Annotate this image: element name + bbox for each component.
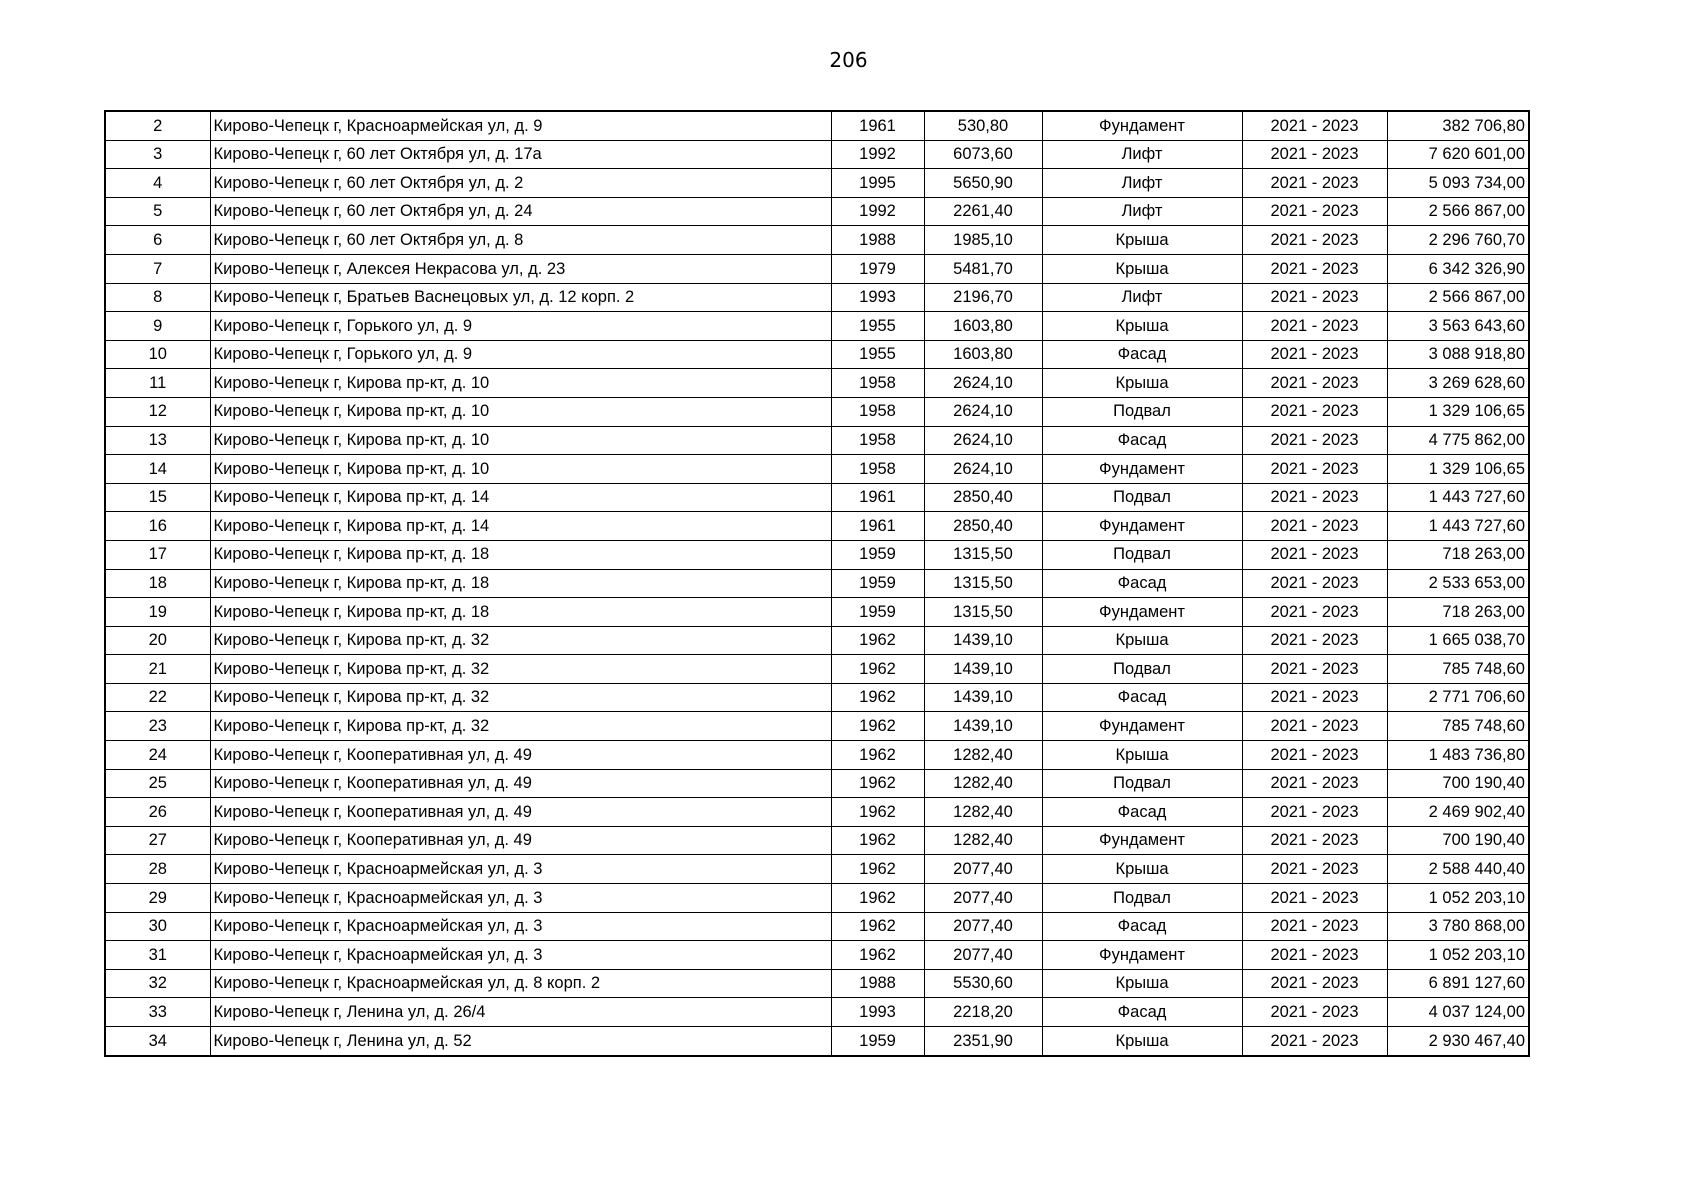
area-cell: 530,80 — [924, 111, 1042, 140]
cost-cell: 3 563 643,60 — [1387, 312, 1529, 341]
row-number-cell: 25 — [105, 769, 210, 798]
cost-cell: 3 088 918,80 — [1387, 340, 1529, 369]
table-row — [105, 140, 1529, 169]
row-number-cell: 20 — [105, 626, 210, 655]
period-cell: 2021 - 2023 — [1242, 941, 1387, 970]
cost-cell: 4 037 124,00 — [1387, 998, 1529, 1027]
address-cell: Кирово-Чепецк г, Кирова пр-кт, д. 14 — [210, 483, 831, 512]
area-cell: 1603,80 — [924, 312, 1042, 341]
row-number-cell: 19 — [105, 598, 210, 627]
address-cell: Кирово-Чепецк г, Кооперативная ул, д. 49 — [210, 798, 831, 827]
address-cell: Кирово-Чепецк г, Ленина ул, д. 52 — [210, 1027, 831, 1056]
cost-cell: 6 891 127,60 — [1387, 969, 1529, 998]
period-cell: 2021 - 2023 — [1242, 712, 1387, 741]
address-cell: Кирово-Чепецк г, Красноармейская ул, д. 9 — [210, 111, 831, 140]
address-cell: Кирово-Чепецк г, Алексея Некрасова ул, д. 23 — [210, 254, 831, 283]
table-row — [105, 426, 1529, 455]
work-type-cell: Лифт — [1042, 283, 1242, 312]
address-cell: Кирово-Чепецк г, Красноармейская ул, д. 3 — [210, 912, 831, 941]
period-cell: 2021 - 2023 — [1242, 683, 1387, 712]
work-type-cell: Подвал — [1042, 884, 1242, 913]
page-number: 206 — [829, 48, 868, 72]
row-number-cell: 26 — [105, 798, 210, 827]
cost-cell: 1 052 203,10 — [1387, 884, 1529, 913]
area-cell: 1282,40 — [924, 741, 1042, 770]
build-year-cell: 1962 — [831, 884, 924, 913]
cost-cell: 5 093 734,00 — [1387, 169, 1529, 198]
address-cell: Кирово-Чепецк г, Горького ул, д. 9 — [210, 312, 831, 341]
row-number-cell: 18 — [105, 569, 210, 598]
work-type-cell: Лифт — [1042, 169, 1242, 198]
cost-cell: 4 775 862,00 — [1387, 426, 1529, 455]
table-row — [105, 254, 1529, 283]
period-cell: 2021 - 2023 — [1242, 855, 1387, 884]
row-number-cell: 14 — [105, 455, 210, 484]
row-number-cell: 3 — [105, 140, 210, 169]
area-cell: 1315,50 — [924, 598, 1042, 627]
build-year-cell: 1958 — [831, 369, 924, 398]
period-cell: 2021 - 2023 — [1242, 397, 1387, 426]
area-cell: 2077,40 — [924, 855, 1042, 884]
cost-cell: 2 296 760,70 — [1387, 226, 1529, 255]
build-year-cell: 1962 — [831, 912, 924, 941]
area-cell: 6073,60 — [924, 140, 1042, 169]
build-year-cell: 1961 — [831, 512, 924, 541]
area-cell: 2261,40 — [924, 197, 1042, 226]
build-year-cell: 1962 — [831, 712, 924, 741]
area-cell: 1439,10 — [924, 712, 1042, 741]
build-year-cell: 1959 — [831, 598, 924, 627]
area-cell: 2850,40 — [924, 483, 1042, 512]
build-year-cell: 1962 — [831, 941, 924, 970]
table-row — [105, 1027, 1529, 1056]
work-type-cell: Подвал — [1042, 655, 1242, 684]
table-row — [105, 798, 1529, 827]
address-cell: Кирово-Чепецк г, Горького ул, д. 9 — [210, 340, 831, 369]
row-number-cell: 16 — [105, 512, 210, 541]
cost-cell: 1 483 736,80 — [1387, 741, 1529, 770]
work-type-cell: Подвал — [1042, 769, 1242, 798]
address-cell: Кирово-Чепецк г, 60 лет Октября ул, д. 24 — [210, 197, 831, 226]
area-cell: 1282,40 — [924, 769, 1042, 798]
table-row — [105, 741, 1529, 770]
row-number-cell: 11 — [105, 369, 210, 398]
address-cell: Кирово-Чепецк г, Кирова пр-кт, д. 10 — [210, 455, 831, 484]
area-cell: 1439,10 — [924, 683, 1042, 712]
address-cell: Кирово-Чепецк г, Красноармейская ул, д. 3 — [210, 884, 831, 913]
work-type-cell: Подвал — [1042, 483, 1242, 512]
address-cell: Кирово-Чепецк г, Кирова пр-кт, д. 10 — [210, 426, 831, 455]
cost-cell: 785 748,60 — [1387, 655, 1529, 684]
cost-cell: 382 706,80 — [1387, 111, 1529, 140]
cost-cell: 2 469 902,40 — [1387, 798, 1529, 827]
period-cell: 2021 - 2023 — [1242, 655, 1387, 684]
work-type-cell: Крыша — [1042, 855, 1242, 884]
period-cell: 2021 - 2023 — [1242, 912, 1387, 941]
build-year-cell: 1962 — [831, 798, 924, 827]
work-type-cell: Крыша — [1042, 226, 1242, 255]
build-year-cell: 1995 — [831, 169, 924, 198]
build-year-cell: 1961 — [831, 111, 924, 140]
build-year-cell: 1962 — [831, 683, 924, 712]
work-type-cell: Крыша — [1042, 312, 1242, 341]
table-row — [105, 655, 1529, 684]
cost-cell: 7 620 601,00 — [1387, 140, 1529, 169]
address-cell: Кирово-Чепецк г, Кооперативная ул, д. 49 — [210, 741, 831, 770]
work-type-cell: Фундамент — [1042, 598, 1242, 627]
table-row — [105, 855, 1529, 884]
row-number-cell: 4 — [105, 169, 210, 198]
address-cell: Кирово-Чепецк г, Братьев Васнецовых ул, д. 12 корп. 2 — [210, 283, 831, 312]
address-cell: Кирово-Чепецк г, Кирова пр-кт, д. 10 — [210, 397, 831, 426]
address-cell: Кирово-Чепецк г, Красноармейская ул, д. 3 — [210, 941, 831, 970]
table-row — [105, 369, 1529, 398]
row-number-cell: 22 — [105, 683, 210, 712]
period-cell: 2021 - 2023 — [1242, 226, 1387, 255]
address-cell: Кирово-Чепецк г, Кирова пр-кт, д. 14 — [210, 512, 831, 541]
work-type-cell: Фундамент — [1042, 455, 1242, 484]
work-type-cell: Лифт — [1042, 140, 1242, 169]
table-row — [105, 626, 1529, 655]
period-cell: 2021 - 2023 — [1242, 483, 1387, 512]
table-row — [105, 226, 1529, 255]
area-cell: 1439,10 — [924, 626, 1042, 655]
build-year-cell: 1993 — [831, 283, 924, 312]
row-number-cell: 31 — [105, 941, 210, 970]
build-year-cell: 1959 — [831, 569, 924, 598]
cost-cell: 1 052 203,10 — [1387, 941, 1529, 970]
address-cell: Кирово-Чепецк г, Красноармейская ул, д. 3 — [210, 855, 831, 884]
address-cell: Кирово-Чепецк г, 60 лет Октября ул, д. 2 — [210, 169, 831, 198]
build-year-cell: 1958 — [831, 455, 924, 484]
cost-cell: 2 930 467,40 — [1387, 1027, 1529, 1056]
area-cell: 2624,10 — [924, 455, 1042, 484]
work-type-cell: Фасад — [1042, 683, 1242, 712]
area-cell: 2077,40 — [924, 941, 1042, 970]
table-row — [105, 397, 1529, 426]
period-cell: 2021 - 2023 — [1242, 826, 1387, 855]
area-cell: 2624,10 — [924, 369, 1042, 398]
build-year-cell: 1959 — [831, 1027, 924, 1056]
row-number-cell: 33 — [105, 998, 210, 1027]
build-year-cell: 1955 — [831, 312, 924, 341]
period-cell: 2021 - 2023 — [1242, 140, 1387, 169]
row-number-cell: 28 — [105, 855, 210, 884]
row-number-cell: 30 — [105, 912, 210, 941]
area-cell: 2351,90 — [924, 1027, 1042, 1056]
row-number-cell: 6 — [105, 226, 210, 255]
row-number-cell: 29 — [105, 884, 210, 913]
area-cell: 2850,40 — [924, 512, 1042, 541]
cost-cell: 3 269 628,60 — [1387, 369, 1529, 398]
build-year-cell: 1992 — [831, 140, 924, 169]
period-cell: 2021 - 2023 — [1242, 769, 1387, 798]
period-cell: 2021 - 2023 — [1242, 426, 1387, 455]
address-cell: Кирово-Чепецк г, Кирова пр-кт, д. 32 — [210, 683, 831, 712]
table-row — [105, 598, 1529, 627]
table-row — [105, 455, 1529, 484]
area-cell: 1282,40 — [924, 798, 1042, 827]
row-number-cell: 2 — [105, 111, 210, 140]
address-cell: Кирово-Чепецк г, Кирова пр-кт, д. 18 — [210, 540, 831, 569]
table-row — [105, 912, 1529, 941]
period-cell: 2021 - 2023 — [1242, 969, 1387, 998]
build-year-cell: 1955 — [831, 340, 924, 369]
work-type-cell: Фундамент — [1042, 941, 1242, 970]
build-year-cell: 1962 — [831, 655, 924, 684]
table-body — [105, 111, 1529, 1056]
work-type-cell: Крыша — [1042, 1027, 1242, 1056]
address-cell: Кирово-Чепецк г, Ленина ул, д. 26/4 — [210, 998, 831, 1027]
period-cell: 2021 - 2023 — [1242, 540, 1387, 569]
build-year-cell: 1979 — [831, 254, 924, 283]
period-cell: 2021 - 2023 — [1242, 283, 1387, 312]
period-cell: 2021 - 2023 — [1242, 569, 1387, 598]
work-type-cell: Подвал — [1042, 540, 1242, 569]
table-row — [105, 512, 1529, 541]
work-type-cell: Фасад — [1042, 912, 1242, 941]
work-type-cell: Фасад — [1042, 569, 1242, 598]
row-number-cell: 12 — [105, 397, 210, 426]
area-cell: 1985,10 — [924, 226, 1042, 255]
build-year-cell: 1958 — [831, 426, 924, 455]
cost-cell: 718 263,00 — [1387, 540, 1529, 569]
address-cell: Кирово-Чепецк г, Кирова пр-кт, д. 10 — [210, 369, 831, 398]
work-type-cell: Фундамент — [1042, 111, 1242, 140]
work-type-cell: Лифт — [1042, 197, 1242, 226]
table-row — [105, 683, 1529, 712]
period-cell: 2021 - 2023 — [1242, 340, 1387, 369]
table-row — [105, 769, 1529, 798]
table-row — [105, 941, 1529, 970]
row-number-cell: 8 — [105, 283, 210, 312]
period-cell: 2021 - 2023 — [1242, 798, 1387, 827]
work-type-cell: Крыша — [1042, 369, 1242, 398]
cost-cell: 2 533 653,00 — [1387, 569, 1529, 598]
area-cell: 1315,50 — [924, 569, 1042, 598]
period-cell: 2021 - 2023 — [1242, 254, 1387, 283]
area-cell: 2077,40 — [924, 884, 1042, 913]
row-number-cell: 32 — [105, 969, 210, 998]
row-number-cell: 13 — [105, 426, 210, 455]
area-cell: 1439,10 — [924, 655, 1042, 684]
area-cell: 5481,70 — [924, 254, 1042, 283]
work-type-cell: Фундамент — [1042, 826, 1242, 855]
row-number-cell: 15 — [105, 483, 210, 512]
build-year-cell: 1962 — [831, 741, 924, 770]
cost-cell: 1 329 106,65 — [1387, 455, 1529, 484]
address-cell: Кирово-Чепецк г, 60 лет Октября ул, д. 17а — [210, 140, 831, 169]
cost-cell: 2 588 440,40 — [1387, 855, 1529, 884]
table-row — [105, 998, 1529, 1027]
table-row — [105, 169, 1529, 198]
cost-cell: 785 748,60 — [1387, 712, 1529, 741]
build-year-cell: 1961 — [831, 483, 924, 512]
cost-cell: 718 263,00 — [1387, 598, 1529, 627]
period-cell: 2021 - 2023 — [1242, 455, 1387, 484]
work-type-cell: Крыша — [1042, 741, 1242, 770]
cost-cell: 1 443 727,60 — [1387, 512, 1529, 541]
row-number-cell: 10 — [105, 340, 210, 369]
period-cell: 2021 - 2023 — [1242, 197, 1387, 226]
row-number-cell: 7 — [105, 254, 210, 283]
row-number-cell: 21 — [105, 655, 210, 684]
table-row — [105, 111, 1529, 140]
table-row — [105, 712, 1529, 741]
table-row — [105, 969, 1529, 998]
area-cell: 1603,80 — [924, 340, 1042, 369]
work-type-cell: Крыша — [1042, 969, 1242, 998]
cost-cell: 1 443 727,60 — [1387, 483, 1529, 512]
build-year-cell: 1962 — [831, 826, 924, 855]
area-cell: 5650,90 — [924, 169, 1042, 198]
table-row — [105, 340, 1529, 369]
cost-cell: 6 342 326,90 — [1387, 254, 1529, 283]
address-cell: Кирово-Чепецк г, Кирова пр-кт, д. 32 — [210, 712, 831, 741]
build-year-cell: 1959 — [831, 540, 924, 569]
address-cell: Кирово-Чепецк г, Кирова пр-кт, д. 32 — [210, 655, 831, 684]
period-cell: 2021 - 2023 — [1242, 741, 1387, 770]
area-cell: 2624,10 — [924, 397, 1042, 426]
cost-cell: 2 566 867,00 — [1387, 197, 1529, 226]
work-type-cell: Фундамент — [1042, 712, 1242, 741]
build-year-cell: 1962 — [831, 855, 924, 884]
work-type-cell: Фасад — [1042, 340, 1242, 369]
period-cell: 2021 - 2023 — [1242, 312, 1387, 341]
address-cell: Кирово-Чепецк г, Кооперативная ул, д. 49 — [210, 769, 831, 798]
period-cell: 2021 - 2023 — [1242, 598, 1387, 627]
address-cell: Кирово-Чепецк г, Кооперативная ул, д. 49 — [210, 826, 831, 855]
table-row — [105, 483, 1529, 512]
table-row — [105, 569, 1529, 598]
period-cell: 2021 - 2023 — [1242, 884, 1387, 913]
area-cell: 2077,40 — [924, 912, 1042, 941]
period-cell: 2021 - 2023 — [1242, 512, 1387, 541]
row-number-cell: 9 — [105, 312, 210, 341]
build-year-cell: 1992 — [831, 197, 924, 226]
period-cell: 2021 - 2023 — [1242, 111, 1387, 140]
work-type-cell: Фасад — [1042, 798, 1242, 827]
table-row — [105, 540, 1529, 569]
area-cell: 1282,40 — [924, 826, 1042, 855]
build-year-cell: 1962 — [831, 626, 924, 655]
build-year-cell: 1993 — [831, 998, 924, 1027]
table-row — [105, 884, 1529, 913]
cost-cell: 700 190,40 — [1387, 769, 1529, 798]
row-number-cell: 24 — [105, 741, 210, 770]
build-year-cell: 1988 — [831, 226, 924, 255]
address-cell: Кирово-Чепецк г, Кирова пр-кт, д. 18 — [210, 569, 831, 598]
row-number-cell: 34 — [105, 1027, 210, 1056]
row-number-cell: 5 — [105, 197, 210, 226]
cost-cell: 1 329 106,65 — [1387, 397, 1529, 426]
address-cell: Кирово-Чепецк г, 60 лет Октября ул, д. 8 — [210, 226, 831, 255]
cost-cell: 1 665 038,70 — [1387, 626, 1529, 655]
cost-cell: 3 780 868,00 — [1387, 912, 1529, 941]
area-cell: 2624,10 — [924, 426, 1042, 455]
period-cell: 2021 - 2023 — [1242, 998, 1387, 1027]
table-row — [105, 312, 1529, 341]
table-row — [105, 197, 1529, 226]
repair-program-table — [104, 110, 1530, 1057]
work-type-cell: Фасад — [1042, 998, 1242, 1027]
address-cell: Кирово-Чепецк г, Кирова пр-кт, д. 18 — [210, 598, 831, 627]
area-cell: 2218,20 — [924, 998, 1042, 1027]
period-cell: 2021 - 2023 — [1242, 369, 1387, 398]
row-number-cell: 23 — [105, 712, 210, 741]
work-type-cell: Фундамент — [1042, 512, 1242, 541]
work-type-cell: Подвал — [1042, 397, 1242, 426]
table-row — [105, 826, 1529, 855]
build-year-cell: 1988 — [831, 969, 924, 998]
work-type-cell: Крыша — [1042, 626, 1242, 655]
area-cell: 1315,50 — [924, 540, 1042, 569]
work-type-cell: Крыша — [1042, 254, 1242, 283]
area-cell: 5530,60 — [924, 969, 1042, 998]
address-cell: Кирово-Чепецк г, Кирова пр-кт, д. 32 — [210, 626, 831, 655]
cost-cell: 700 190,40 — [1387, 826, 1529, 855]
row-number-cell: 27 — [105, 826, 210, 855]
period-cell: 2021 - 2023 — [1242, 1027, 1387, 1056]
area-cell: 2196,70 — [924, 283, 1042, 312]
table-row — [105, 283, 1529, 312]
period-cell: 2021 - 2023 — [1242, 626, 1387, 655]
address-cell: Кирово-Чепецк г, Красноармейская ул, д. 8 корп. 2 — [210, 969, 831, 998]
period-cell: 2021 - 2023 — [1242, 169, 1387, 198]
cost-cell: 2 566 867,00 — [1387, 283, 1529, 312]
build-year-cell: 1962 — [831, 769, 924, 798]
row-number-cell: 17 — [105, 540, 210, 569]
build-year-cell: 1958 — [831, 397, 924, 426]
work-type-cell: Фасад — [1042, 426, 1242, 455]
cost-cell: 2 771 706,60 — [1387, 683, 1529, 712]
